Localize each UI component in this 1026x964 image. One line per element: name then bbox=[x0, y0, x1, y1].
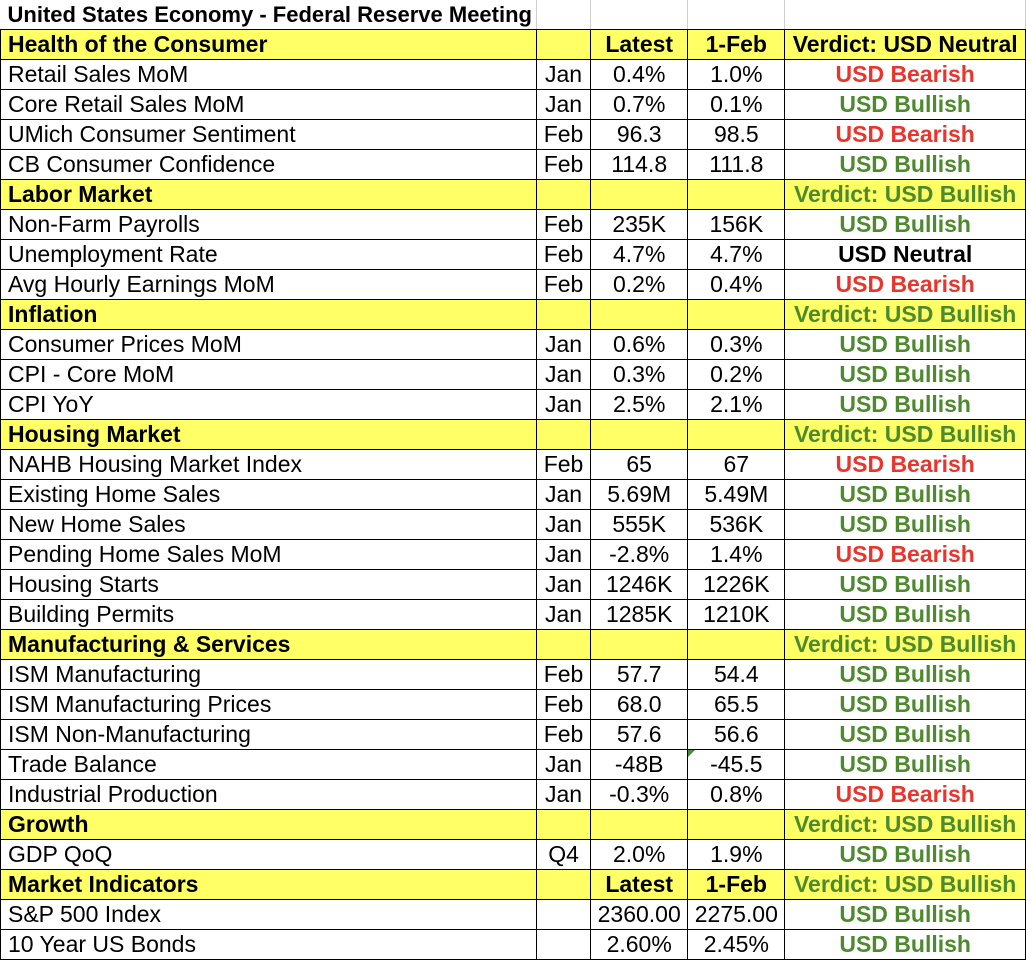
indicator-period[interactable]: Feb bbox=[537, 150, 591, 180]
indicator-verdict[interactable]: USD Bearish bbox=[785, 60, 1026, 90]
empty-cell[interactable] bbox=[537, 0, 591, 30]
indicator-name[interactable]: CPI YoY bbox=[1, 390, 537, 420]
indicator-latest-value[interactable]: 2360.00 bbox=[591, 900, 688, 930]
indicator-row bbox=[1, 210, 1026, 240]
indicator-period[interactable]: Jan bbox=[537, 600, 591, 630]
previous-column-header[interactable] bbox=[688, 810, 785, 840]
indicator-name[interactable]: Core Retail Sales MoM bbox=[1, 90, 537, 120]
indicator-row bbox=[1, 60, 1026, 90]
indicator-period[interactable]: Jan bbox=[537, 360, 591, 390]
indicator-previous-value[interactable]: 0.8% bbox=[688, 780, 785, 810]
indicator-latest-value[interactable]: 0.4% bbox=[591, 60, 688, 90]
indicator-period[interactable] bbox=[537, 930, 591, 960]
indicator-row bbox=[1, 240, 1026, 270]
indicator-previous-value[interactable]: 67 bbox=[688, 450, 785, 480]
latest-column-header[interactable]: Latest bbox=[591, 30, 688, 60]
indicator-verdict[interactable]: USD Bearish bbox=[785, 270, 1026, 300]
indicator-latest-value[interactable]: 2.0% bbox=[591, 840, 688, 870]
latest-column-header[interactable] bbox=[591, 180, 688, 210]
title-row bbox=[1, 0, 1026, 30]
section-header-row bbox=[1, 30, 1026, 60]
indicator-row bbox=[1, 780, 1026, 810]
indicator-verdict[interactable]: USD Bullish bbox=[785, 510, 1026, 540]
section-verdict[interactable]: Verdict: USD Bullish bbox=[785, 630, 1026, 660]
indicator-verdict[interactable]: USD Bearish bbox=[785, 780, 1026, 810]
section-verdict[interactable]: Verdict: USD Bullish bbox=[785, 420, 1026, 450]
indicator-name[interactable]: Avg Hourly Earnings MoM bbox=[1, 270, 537, 300]
indicator-row bbox=[1, 120, 1026, 150]
indicator-verdict[interactable]: USD Bullish bbox=[785, 600, 1026, 630]
indicator-name[interactable]: Pending Home Sales MoM bbox=[1, 540, 537, 570]
sheet-title[interactable]: United States Economy - Federal Reserve Meeting bbox=[1, 0, 537, 30]
indicator-previous-value[interactable]: 1.9% bbox=[688, 840, 785, 870]
section-verdict[interactable]: Verdict: USD Bullish bbox=[785, 300, 1026, 330]
indicator-row bbox=[1, 330, 1026, 360]
indicator-period[interactable]: Feb bbox=[537, 210, 591, 240]
indicator-previous-value[interactable]: 4.7% bbox=[688, 240, 785, 270]
indicator-verdict[interactable]: USD Bearish bbox=[785, 540, 1026, 570]
empty-cell[interactable] bbox=[591, 0, 688, 30]
indicator-latest-value[interactable]: 4.7% bbox=[591, 240, 688, 270]
indicator-latest-value[interactable]: -48B bbox=[591, 750, 688, 780]
previous-column-header[interactable] bbox=[688, 420, 785, 450]
indicator-previous-value[interactable]: 56.6 bbox=[688, 720, 785, 750]
indicator-latest-value[interactable]: 0.6% bbox=[591, 330, 688, 360]
indicator-verdict[interactable]: USD Bullish bbox=[785, 390, 1026, 420]
indicator-latest-value[interactable]: 0.7% bbox=[591, 90, 688, 120]
empty-cell[interactable] bbox=[537, 810, 591, 840]
latest-column-header[interactable] bbox=[591, 300, 688, 330]
indicator-latest-value[interactable]: 114.8 bbox=[591, 150, 688, 180]
indicator-row bbox=[1, 690, 1026, 720]
latest-column-header[interactable] bbox=[591, 630, 688, 660]
indicator-name[interactable]: Non-Farm Payrolls bbox=[1, 210, 537, 240]
indicator-name[interactable]: Trade Balance bbox=[1, 750, 537, 780]
indicator-row bbox=[1, 450, 1026, 480]
section-verdict[interactable]: Verdict: USD Bullish bbox=[785, 180, 1026, 210]
section-header-row bbox=[1, 300, 1026, 330]
indicator-previous-value[interactable]: 1.4% bbox=[688, 540, 785, 570]
section-title[interactable]: Inflation bbox=[1, 300, 537, 330]
indicator-name[interactable]: ISM Manufacturing bbox=[1, 660, 537, 690]
empty-cell[interactable] bbox=[785, 0, 1026, 30]
section-header-row bbox=[1, 420, 1026, 450]
indicator-name[interactable]: CPI - Core MoM bbox=[1, 360, 537, 390]
indicator-row bbox=[1, 270, 1026, 300]
empty-cell[interactable] bbox=[537, 420, 591, 450]
indicator-name[interactable]: Consumer Prices MoM bbox=[1, 330, 537, 360]
section-verdict[interactable]: Verdict: USD Bullish bbox=[785, 810, 1026, 840]
indicator-name[interactable]: GDP QoQ bbox=[1, 840, 537, 870]
indicator-period[interactable]: Jan bbox=[537, 480, 591, 510]
indicator-period[interactable]: Feb bbox=[537, 270, 591, 300]
indicator-verdict[interactable]: USD Bullish bbox=[785, 480, 1026, 510]
indicator-period[interactable]: Jan bbox=[537, 780, 591, 810]
previous-column-header[interactable]: 1-Feb bbox=[688, 870, 785, 900]
indicator-previous-value[interactable]: 0.2% bbox=[688, 360, 785, 390]
indicator-row bbox=[1, 750, 1026, 780]
indicator-verdict[interactable]: USD Bearish bbox=[785, 450, 1026, 480]
section-title[interactable]: Market Indicators bbox=[1, 870, 537, 900]
indicator-name[interactable]: UMich Consumer Sentiment bbox=[1, 120, 537, 150]
indicator-latest-value[interactable]: 65 bbox=[591, 450, 688, 480]
indicator-latest-value[interactable]: 57.7 bbox=[591, 660, 688, 690]
indicator-previous-value[interactable]: 111.8 bbox=[688, 150, 785, 180]
section-header-row bbox=[1, 810, 1026, 840]
indicator-verdict[interactable]: USD Bullish bbox=[785, 750, 1026, 780]
indicator-previous-value[interactable]: 1.0% bbox=[688, 60, 785, 90]
section-header-row bbox=[1, 180, 1026, 210]
indicator-latest-value[interactable]: 68.0 bbox=[591, 690, 688, 720]
indicator-row bbox=[1, 720, 1026, 750]
indicator-latest-value[interactable]: 1246K bbox=[591, 570, 688, 600]
previous-column-header[interactable] bbox=[688, 180, 785, 210]
indicator-period[interactable]: Jan bbox=[537, 90, 591, 120]
indicator-period[interactable]: Feb bbox=[537, 240, 591, 270]
indicator-name[interactable]: CB Consumer Confidence bbox=[1, 150, 537, 180]
indicator-period[interactable]: Feb bbox=[537, 660, 591, 690]
indicator-period[interactable]: Jan bbox=[537, 750, 591, 780]
indicator-name[interactable]: S&P 500 Index bbox=[1, 900, 537, 930]
indicator-row bbox=[1, 840, 1026, 870]
previous-column-header[interactable] bbox=[688, 630, 785, 660]
indicator-name[interactable]: Building Permits bbox=[1, 600, 537, 630]
indicator-period[interactable]: Jan bbox=[537, 540, 591, 570]
section-verdict[interactable]: Verdict: USD Bullish bbox=[785, 870, 1026, 900]
indicator-verdict[interactable]: USD Bullish bbox=[785, 570, 1026, 600]
indicator-previous-value[interactable]: 1210K bbox=[688, 600, 785, 630]
indicator-latest-value[interactable]: 1285K bbox=[591, 600, 688, 630]
indicator-period[interactable]: Q4 bbox=[537, 840, 591, 870]
indicator-name[interactable]: Industrial Production bbox=[1, 780, 537, 810]
indicator-previous-value[interactable]: 2275.00 bbox=[688, 900, 785, 930]
indicator-period[interactable]: Feb bbox=[537, 690, 591, 720]
indicator-latest-value[interactable]: -0.3% bbox=[591, 780, 688, 810]
empty-cell[interactable] bbox=[688, 0, 785, 30]
indicator-row bbox=[1, 360, 1026, 390]
indicator-period[interactable] bbox=[537, 900, 591, 930]
comment-marker-icon bbox=[688, 750, 695, 757]
indicator-name[interactable]: Housing Starts bbox=[1, 570, 537, 600]
indicator-verdict[interactable]: USD Bullish bbox=[785, 150, 1026, 180]
indicator-name[interactable]: ISM Manufacturing Prices bbox=[1, 690, 537, 720]
indicator-previous-value[interactable]: 54.4 bbox=[688, 660, 785, 690]
indicator-latest-value[interactable]: -2.8% bbox=[591, 540, 688, 570]
indicator-name[interactable]: Unemployment Rate bbox=[1, 240, 537, 270]
indicator-name[interactable]: Retail Sales MoM bbox=[1, 60, 537, 90]
indicator-latest-value[interactable]: 2.5% bbox=[591, 390, 688, 420]
indicator-row bbox=[1, 600, 1026, 630]
indicator-row bbox=[1, 570, 1026, 600]
previous-column-header[interactable] bbox=[688, 300, 785, 330]
indicator-row bbox=[1, 90, 1026, 120]
empty-cell[interactable] bbox=[537, 300, 591, 330]
previous-column-header[interactable]: 1-Feb bbox=[688, 30, 785, 60]
indicator-verdict[interactable]: USD Bullish bbox=[785, 930, 1026, 960]
indicator-latest-value[interactable]: 0.2% bbox=[591, 270, 688, 300]
indicator-name[interactable]: Existing Home Sales bbox=[1, 480, 537, 510]
section-title[interactable]: Growth bbox=[1, 810, 537, 840]
indicator-verdict[interactable]: USD Bullish bbox=[785, 720, 1026, 750]
section-header-row bbox=[1, 870, 1026, 900]
indicator-period[interactable]: Feb bbox=[537, 120, 591, 150]
section-title[interactable]: Manufacturing & Services bbox=[1, 630, 537, 660]
indicator-period[interactable]: Jan bbox=[537, 390, 591, 420]
indicator-period[interactable]: Feb bbox=[537, 450, 591, 480]
indicator-name[interactable]: 10 Year US Bonds bbox=[1, 930, 537, 960]
indicator-previous-value[interactable]: 156K bbox=[688, 210, 785, 240]
indicator-name[interactable]: New Home Sales bbox=[1, 510, 537, 540]
indicator-verdict[interactable]: USD Bearish bbox=[785, 120, 1026, 150]
indicator-row bbox=[1, 150, 1026, 180]
indicator-previous-value[interactable]: 2.45% bbox=[688, 930, 785, 960]
indicator-name[interactable]: ISM Non-Manufacturing bbox=[1, 720, 537, 750]
indicator-latest-value[interactable]: 57.6 bbox=[591, 720, 688, 750]
indicator-verdict[interactable]: USD Bullish bbox=[785, 360, 1026, 390]
indicator-previous-value[interactable]: 65.5 bbox=[688, 690, 785, 720]
indicator-previous-value[interactable]: 5.49M bbox=[688, 480, 785, 510]
indicator-previous-value[interactable]: 536K bbox=[688, 510, 785, 540]
indicator-verdict[interactable]: USD Bullish bbox=[785, 840, 1026, 870]
indicator-previous-value[interactable] bbox=[688, 750, 785, 780]
latest-column-header[interactable] bbox=[591, 420, 688, 450]
indicator-previous-value[interactable]: 0.3% bbox=[688, 330, 785, 360]
indicator-verdict[interactable]: USD Bullish bbox=[785, 330, 1026, 360]
indicator-period[interactable]: Jan bbox=[537, 510, 591, 540]
indicator-latest-value[interactable]: 235K bbox=[591, 210, 688, 240]
indicator-row bbox=[1, 480, 1026, 510]
indicator-row bbox=[1, 540, 1026, 570]
indicator-row bbox=[1, 900, 1026, 930]
section-title[interactable]: Health of the Consumer bbox=[1, 30, 537, 60]
section-title[interactable]: Labor Market bbox=[1, 180, 537, 210]
indicator-previous-value[interactable]: 0.4% bbox=[688, 270, 785, 300]
indicator-verdict[interactable]: USD Bullish bbox=[785, 690, 1026, 720]
indicator-row bbox=[1, 930, 1026, 960]
empty-cell[interactable] bbox=[537, 630, 591, 660]
indicator-verdict[interactable]: USD Bullish bbox=[785, 90, 1026, 120]
indicator-previous-value[interactable]: 2.1% bbox=[688, 390, 785, 420]
section-header-row bbox=[1, 630, 1026, 660]
indicator-previous-value-text: -45.5 bbox=[710, 751, 763, 777]
indicator-period[interactable]: Jan bbox=[537, 330, 591, 360]
indicator-latest-value[interactable]: 0.3% bbox=[591, 360, 688, 390]
indicator-period[interactable]: Jan bbox=[537, 570, 591, 600]
latest-column-header[interactable] bbox=[591, 810, 688, 840]
indicator-latest-value[interactable]: 96.3 bbox=[591, 120, 688, 150]
empty-cell[interactable] bbox=[537, 870, 591, 900]
latest-column-header[interactable]: Latest bbox=[591, 870, 688, 900]
empty-cell[interactable] bbox=[537, 30, 591, 60]
indicator-period[interactable]: Jan bbox=[537, 60, 591, 90]
indicator-verdict[interactable]: USD Bullish bbox=[785, 210, 1026, 240]
indicator-previous-value[interactable]: 98.5 bbox=[688, 120, 785, 150]
indicator-row bbox=[1, 510, 1026, 540]
indicator-latest-value[interactable]: 5.69M bbox=[591, 480, 688, 510]
section-verdict[interactable]: Verdict: USD Neutral bbox=[785, 30, 1026, 60]
indicator-previous-value[interactable]: 0.1% bbox=[688, 90, 785, 120]
indicator-period[interactable]: Feb bbox=[537, 720, 591, 750]
section-title[interactable]: Housing Market bbox=[1, 420, 537, 450]
indicator-verdict[interactable]: USD Bullish bbox=[785, 900, 1026, 930]
empty-cell[interactable] bbox=[537, 180, 591, 210]
indicator-name[interactable]: NAHB Housing Market Index bbox=[1, 450, 537, 480]
indicator-row bbox=[1, 390, 1026, 420]
indicator-latest-value[interactable]: 2.60% bbox=[591, 930, 688, 960]
indicator-verdict[interactable]: USD Neutral bbox=[785, 240, 1026, 270]
indicator-previous-value[interactable]: 1226K bbox=[688, 570, 785, 600]
indicator-verdict[interactable]: USD Bullish bbox=[785, 660, 1026, 690]
indicator-row bbox=[1, 660, 1026, 690]
indicator-latest-value[interactable]: 555K bbox=[591, 510, 688, 540]
